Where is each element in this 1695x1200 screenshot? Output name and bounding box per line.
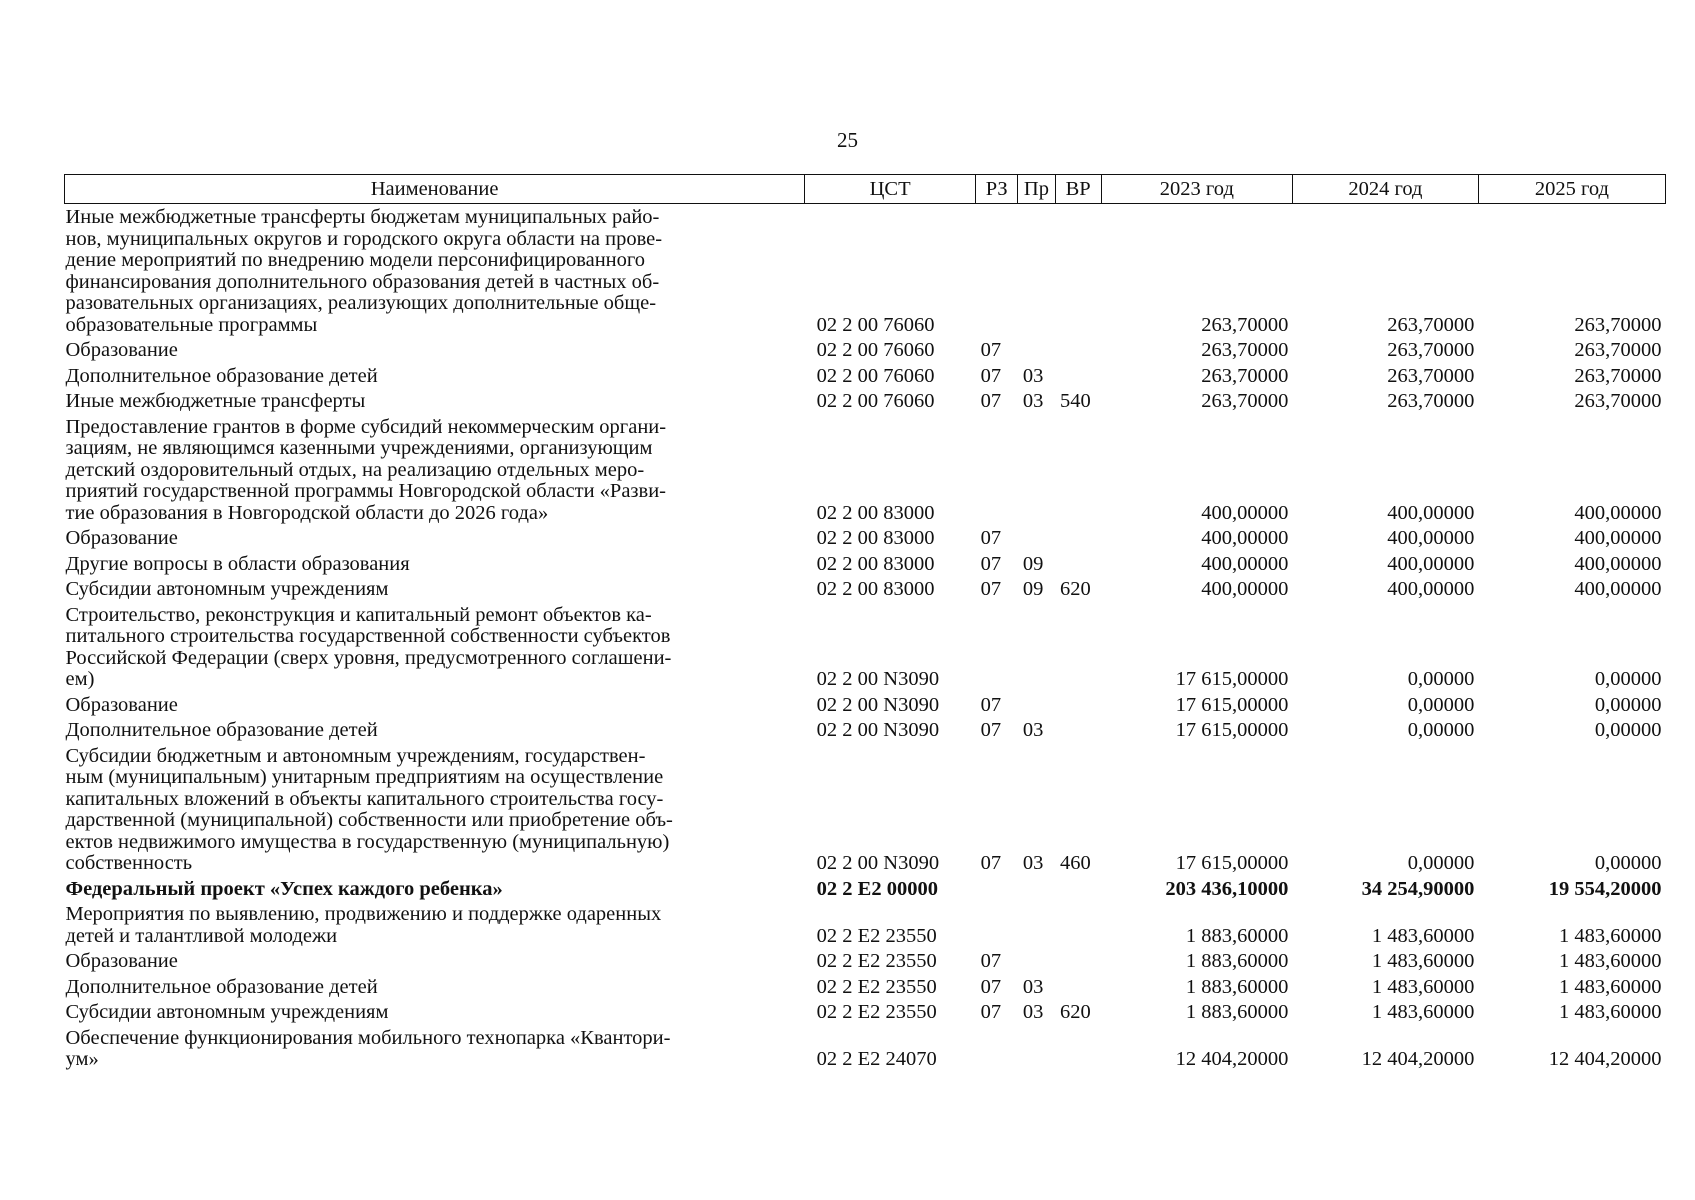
cell-name: Образование	[65, 693, 178, 716]
cell-pr: 09	[1022, 552, 1044, 575]
cell-2023: 12 404,20000	[1175, 1048, 1289, 1070]
cell-name: Иные межбюджетные трансферты бюджетам муниципальных райо- нов, муниципальных округов и городского округа области на прове- дение мероприятий по внедрению модели персонифицированного финансирования дополнительного образования детей в частных об- разовательных организациях, реализующих дополнительные обще- образовательные программы	[65, 206, 663, 336]
cell-name: Дополнительное образование детей	[65, 719, 378, 741]
table-row	[65, 525, 1666, 551]
cell-name: Образование	[65, 527, 178, 549]
header-vr: ВР	[1055, 175, 1101, 204]
cell-cst: 02 2 00 83000	[816, 552, 935, 575]
cell-rz: 07	[980, 719, 1002, 741]
cell-cst: 02 2 E2 00000	[816, 877, 938, 900]
table-body	[65, 204, 1666, 1072]
cell-2023: 1 883,60000	[1185, 1001, 1289, 1023]
cell-name: Строительство, реконструкция и капитальный ремонт объектов ка- питального строительства государственной собственности субъектов Российской Федерации (сверх уровня, предусмотренного соглашени- ем)	[65, 603, 672, 690]
cell-cst: 02 2 00 N3090	[816, 693, 940, 716]
cell-name: Обеспечение функционирования мобильного технопарка «Квантори- ум»	[65, 1026, 671, 1070]
cell-2024: 12 404,20000	[1361, 1048, 1475, 1070]
cell-cst: 02 2 00 83000	[816, 527, 935, 549]
cell-vr	[1055, 876, 1101, 902]
cell-2023: 400,00000	[1201, 552, 1289, 575]
cell-name: Образование	[65, 950, 178, 972]
cell-2025: 263,70000	[1574, 390, 1662, 412]
cell-rz	[976, 602, 1018, 692]
cell-pr	[1018, 948, 1055, 974]
cell-rz	[976, 414, 1018, 526]
cell-vr: 540	[1060, 390, 1091, 412]
table-row	[65, 974, 1666, 1000]
cell-2023: 263,70000	[1201, 364, 1289, 387]
cell-rz: 07	[980, 950, 1002, 972]
cell-vr	[1055, 525, 1101, 551]
cell-2024: 1 483,60000	[1371, 950, 1475, 972]
table-row	[65, 999, 1666, 1025]
cell-2025: 263,70000	[1574, 364, 1662, 387]
cell-2025: 0,00000	[1594, 852, 1662, 874]
header-2024: 2024 год	[1292, 175, 1478, 204]
cell-vr	[1055, 337, 1101, 363]
cell-2024: 0,00000	[1407, 852, 1475, 874]
cell-vr	[1055, 602, 1101, 692]
cell-2025: 0,00000	[1594, 719, 1662, 741]
cell-2025: 0,00000	[1594, 668, 1662, 690]
cell-2025: 1 483,60000	[1559, 950, 1662, 972]
cell-2023: 1 883,60000	[1185, 924, 1289, 947]
table-header	[65, 175, 1666, 204]
cell-vr	[1055, 363, 1101, 389]
cell-pr	[1018, 414, 1055, 526]
table-row	[65, 602, 1666, 692]
cell-2025: 400,00000	[1574, 501, 1662, 524]
cell-cst: 02 2 00 N3090	[816, 852, 940, 874]
cell-cst: 02 2 E2 23550	[816, 950, 937, 972]
cell-cst: 02 2 E2 23550	[816, 924, 937, 947]
cell-2025: 263,70000	[1574, 339, 1662, 361]
cell-name: Дополнительное образование детей	[65, 975, 378, 998]
cell-2023: 1 883,60000	[1185, 975, 1289, 998]
cell-2023: 263,70000	[1201, 390, 1289, 412]
cell-pr: 09	[1022, 578, 1044, 600]
cell-pr	[1018, 1025, 1055, 1072]
cell-2024: 263,70000	[1387, 339, 1475, 361]
cell-cst: 02 2 00 76060	[816, 339, 935, 361]
table-row	[65, 414, 1666, 526]
cell-2024: 0,00000	[1407, 668, 1475, 690]
table-row	[65, 717, 1666, 743]
cell-rz: 07	[980, 852, 1002, 874]
cell-2023: 263,70000	[1201, 339, 1289, 361]
cell-2025: 1 483,60000	[1559, 924, 1662, 947]
cell-2023: 263,70000	[1201, 313, 1289, 336]
cell-rz: 07	[980, 390, 1002, 412]
cell-2024: 34 254,90000	[1361, 877, 1475, 900]
cell-rz: 07	[980, 339, 1002, 361]
table-row	[65, 692, 1666, 718]
table-row	[65, 363, 1666, 389]
cell-vr: 620	[1060, 1001, 1091, 1023]
cell-2023: 203 436,10000	[1165, 877, 1289, 900]
cell-cst: 02 2 00 83000	[816, 578, 935, 600]
cell-2023: 17 615,00000	[1175, 719, 1289, 741]
header-name: Наименование	[65, 175, 805, 204]
header-2023: 2023 год	[1101, 175, 1292, 204]
cell-2023: 17 615,00000	[1175, 852, 1289, 874]
cell-rz: 07	[980, 975, 1002, 998]
cell-2025: 0,00000	[1594, 693, 1662, 716]
cell-pr: 03	[1022, 390, 1044, 412]
cell-vr: 460	[1060, 852, 1091, 874]
cell-pr: 03	[1022, 852, 1044, 874]
cell-pr	[1018, 337, 1055, 363]
cell-name: Иные межбюджетные трансферты	[65, 390, 366, 412]
cell-vr: 620	[1060, 578, 1091, 600]
cell-2023: 17 615,00000	[1175, 693, 1289, 716]
table-row	[65, 876, 1666, 902]
cell-rz: 07	[980, 364, 1002, 387]
header-rz: РЗ	[976, 175, 1018, 204]
page-number: 25	[837, 128, 858, 152]
table-row	[65, 204, 1666, 338]
cell-rz: 07	[980, 527, 1002, 549]
cell-2025: 12 404,20000	[1548, 1048, 1662, 1070]
cell-2024: 263,70000	[1387, 364, 1475, 387]
cell-name: Субсидии автономным учреждениям	[65, 578, 389, 600]
cell-name: Дополнительное образование детей	[65, 364, 378, 387]
cell-vr	[1055, 1025, 1101, 1072]
table-row	[65, 948, 1666, 974]
header-2025: 2025 год	[1478, 175, 1665, 204]
table-row	[65, 337, 1666, 363]
cell-2024: 0,00000	[1407, 693, 1475, 716]
cell-rz	[976, 901, 1018, 948]
cell-cst: 02 2 00 N3090	[816, 668, 940, 690]
cell-vr	[1055, 948, 1101, 974]
cell-2025: 1 483,60000	[1559, 1001, 1662, 1023]
cell-cst: 02 2 00 76060	[816, 313, 935, 336]
cell-2023: 400,00000	[1201, 578, 1289, 600]
cell-2024: 400,00000	[1387, 552, 1475, 575]
cell-2023: 400,00000	[1201, 501, 1289, 524]
cell-pr: 03	[1022, 364, 1044, 387]
cell-name: Другие вопросы в области образования	[65, 552, 410, 575]
cell-pr: 03	[1022, 719, 1044, 741]
cell-vr	[1055, 974, 1101, 1000]
cell-vr	[1055, 204, 1101, 338]
cell-pr: 03	[1022, 975, 1044, 998]
cell-cst: 02 2 00 83000	[816, 501, 935, 524]
cell-rz: 07	[980, 693, 1002, 716]
cell-cst: 02 2 E2 24070	[816, 1048, 937, 1070]
cell-cst: 02 2 E2 23550	[816, 975, 937, 998]
cell-2023: 17 615,00000	[1175, 668, 1289, 690]
cell-vr	[1055, 692, 1101, 718]
cell-2023: 1 883,60000	[1185, 950, 1289, 972]
cell-2025: 19 554,20000	[1548, 877, 1662, 900]
cell-vr	[1055, 551, 1101, 577]
cell-cst: 02 2 00 76060	[816, 364, 935, 387]
cell-name: Мероприятия по выявлению, продвижению и поддержке одаренных детей и талантливой молодежи	[65, 903, 662, 947]
cell-name: Образование	[65, 339, 178, 361]
cell-2025: 1 483,60000	[1559, 975, 1662, 998]
budget-table-container	[64, 174, 1666, 1072]
table-row	[65, 576, 1666, 602]
cell-2024: 263,70000	[1387, 390, 1475, 412]
cell-name: Субсидии бюджетным и автономным учреждениям, государствен- ным (муниципальным) унитарным предприятиям на осуществление капитальных вложений в объекты капитального строительства госу- дарственной (муниципальной) собственности или приобретение объ- ектов недвижимого имущества в государственную (муниципальную) собственность	[65, 744, 673, 874]
header-pr: Пр	[1018, 175, 1055, 204]
cell-name: Федеральный проект «Успех каждого ребенка»	[65, 877, 503, 900]
cell-vr	[1055, 717, 1101, 743]
cell-2024: 400,00000	[1387, 578, 1475, 600]
table-row	[65, 388, 1666, 414]
cell-pr	[1018, 692, 1055, 718]
cell-2024: 1 483,60000	[1371, 1001, 1475, 1023]
cell-rz	[976, 876, 1018, 902]
cell-rz: 07	[980, 1001, 1002, 1023]
table-row	[65, 551, 1666, 577]
cell-2025: 263,70000	[1574, 313, 1662, 336]
cell-name: Субсидии автономным учреждениям	[65, 1001, 389, 1023]
cell-2024: 263,70000	[1387, 313, 1475, 336]
cell-pr	[1018, 204, 1055, 338]
cell-pr	[1018, 876, 1055, 902]
cell-pr	[1018, 525, 1055, 551]
cell-2024: 1 483,60000	[1371, 975, 1475, 998]
cell-name: Предоставление грантов в форме субсидий некоммерческим органи- зациям, не являющимся казенными учреждениями, организующим детский оздоровительный отдых, на реализацию отдельных меро- приятий государственной программы Новгородской области «Разви- тие образования в Новгородской области до 2026 года»	[65, 415, 667, 524]
cell-cst: 02 2 00 N3090	[816, 719, 940, 741]
cell-cst: 02 2 E2 23550	[816, 1001, 937, 1023]
cell-2024: 1 483,60000	[1371, 924, 1475, 947]
cell-rz: 07	[980, 552, 1002, 575]
cell-2025: 400,00000	[1574, 527, 1662, 549]
table-row	[65, 1025, 1666, 1072]
cell-rz: 07	[980, 578, 1002, 600]
cell-vr	[1055, 901, 1101, 948]
table-row	[65, 743, 1666, 876]
cell-2024: 400,00000	[1387, 501, 1475, 524]
budget-table	[64, 174, 1666, 1072]
cell-rz	[976, 204, 1018, 338]
cell-2024: 400,00000	[1387, 527, 1475, 549]
cell-pr	[1018, 901, 1055, 948]
cell-pr: 03	[1022, 1001, 1044, 1023]
cell-2023: 400,00000	[1201, 527, 1289, 549]
cell-pr	[1018, 602, 1055, 692]
cell-2025: 400,00000	[1574, 552, 1662, 575]
cell-vr	[1055, 414, 1101, 526]
cell-2024: 0,00000	[1407, 719, 1475, 741]
cell-2025: 400,00000	[1574, 578, 1662, 600]
table-row	[65, 901, 1666, 948]
cell-rz	[976, 1025, 1018, 1072]
header-cst: ЦСТ	[805, 175, 976, 204]
cell-cst: 02 2 00 76060	[816, 390, 935, 412]
